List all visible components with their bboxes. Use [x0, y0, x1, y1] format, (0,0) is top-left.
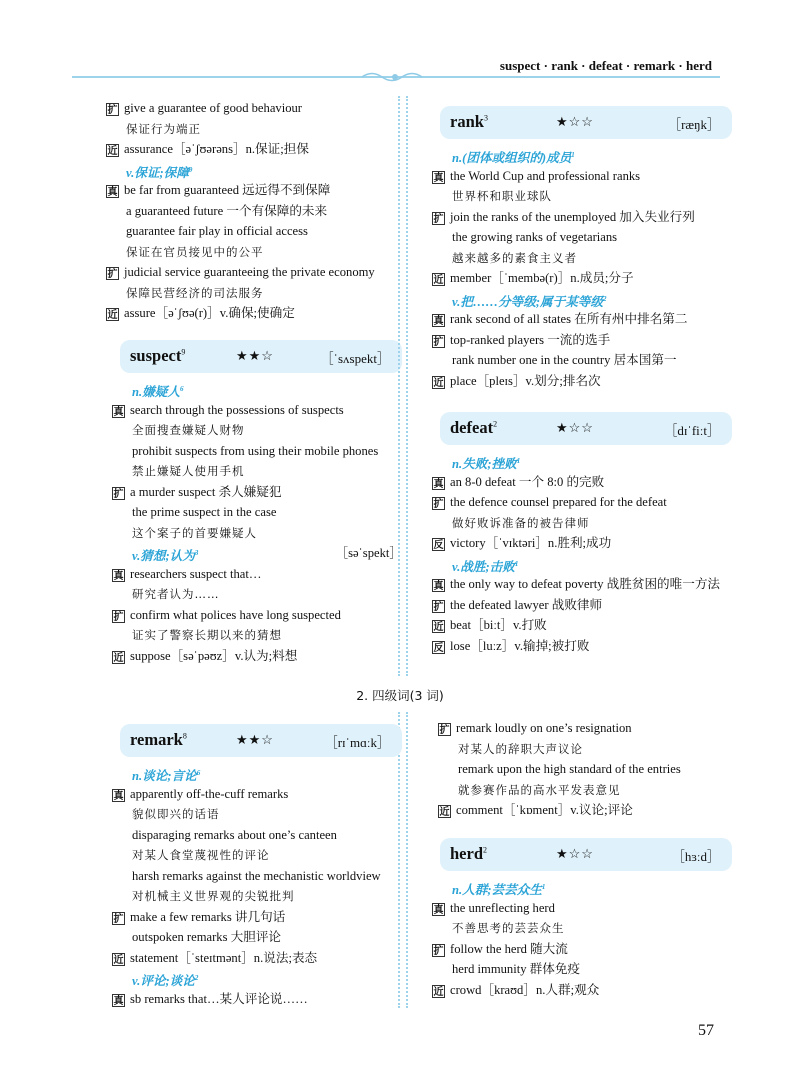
label-tag: 真	[433, 904, 444, 916]
translation-text: 越来越多的素食主义者	[452, 250, 577, 265]
headword	[130, 346, 185, 366]
label-tag: 近	[113, 954, 124, 966]
label-tag: 真	[113, 995, 124, 1007]
label-tag: 近	[439, 807, 450, 818]
label-tag: 扩	[433, 945, 444, 957]
example-line	[106, 201, 396, 222]
label-tag: 真	[433, 316, 444, 327]
example-line	[112, 461, 402, 482]
example-line	[432, 350, 732, 371]
sense-text: v.保证;保障	[126, 165, 189, 180]
translation-text: 证实了警察长期以来的猜想	[132, 628, 282, 642]
example-line	[438, 718, 738, 739]
headword-frequency: 2	[483, 845, 487, 855]
example-text: apparently off-the-cuff remarks	[130, 786, 289, 801]
example-text: crowd［kraʊd］n.人群;观众	[450, 982, 600, 997]
label-tag: 反	[433, 540, 444, 551]
example-text: the unreflecting herd	[450, 900, 555, 915]
sense-text: n.谈论;言论	[132, 769, 197, 784]
sense-frequency: 6	[179, 385, 184, 393]
label-tag: 近	[107, 146, 118, 157]
example-text: make a few remarks 讲几句话	[130, 909, 286, 924]
example-text: judicial service guaranteeing the private economy	[124, 265, 375, 279]
example-text: outspoken remarks 大胆评论	[132, 930, 282, 944]
label-tag: 反	[433, 642, 444, 654]
sense-frequency: 6	[196, 769, 201, 777]
headword-text: remark	[130, 730, 183, 749]
label-tag: 扩	[433, 601, 444, 613]
sense-frequency: 1	[516, 457, 521, 465]
example-text: a guaranteed future 一个有保障的未来	[126, 203, 328, 218]
example-line	[432, 513, 732, 534]
pronunciation: ［ˈsʌspekt］	[320, 351, 390, 366]
label-tag: 真	[433, 581, 444, 592]
translation-text: 保障民营经济的司法服务	[126, 285, 264, 300]
label-tag: 扩	[113, 611, 124, 623]
sense-pronunciation: ［səˈspekt］	[335, 546, 402, 560]
sense-text: n.失败;挫败	[452, 457, 517, 472]
sense-label	[112, 763, 402, 784]
headword-box	[440, 106, 732, 139]
example-text: the growing ranks of vegetarians	[452, 230, 618, 244]
example-text: statement［ˈsteɪtmənt］n.说法;表态	[130, 950, 318, 965]
entry-rank	[432, 96, 732, 391]
sense-frequency: 1	[541, 883, 546, 891]
sense-text: n.(团体或组织的)成员	[452, 151, 572, 166]
sense-frequency: 1	[514, 559, 519, 568]
example-text: comment［ˈkɒment］v.议论;评论	[456, 803, 633, 817]
example-line	[432, 939, 732, 960]
sense-text: v.猜想;认为	[132, 549, 195, 564]
example-line	[112, 825, 402, 846]
example-line	[432, 166, 732, 187]
example-text: an 8-0 defeat 一个 8:0 的完败	[450, 474, 605, 489]
label-tag: 近	[433, 377, 444, 389]
example-line	[432, 268, 732, 289]
example-text: sb remarks that…某人评论说……	[130, 991, 308, 1006]
example-text: the World Cup and professional ranks	[450, 168, 641, 183]
example-line	[112, 886, 402, 907]
headword-box	[120, 724, 402, 757]
example-text: victory［ˈvɪktəri］n.胜利;成功	[450, 536, 612, 550]
example-text: remark loudly on one’s resignation	[456, 721, 632, 735]
translation-text: 对某人食堂蔑视性的评论	[132, 848, 270, 862]
example-line	[112, 948, 402, 969]
entry-remark	[112, 714, 402, 1009]
example-text: top-ranked players 一流的选手	[450, 332, 611, 347]
headword-text: herd	[450, 844, 483, 863]
label-tag: 扩	[433, 336, 444, 348]
example-text: the prime suspect in the case	[132, 505, 277, 519]
label-tag: 扩	[433, 499, 444, 510]
example-line	[438, 739, 738, 760]
example-line	[112, 646, 402, 667]
sense-frequency: 2	[194, 974, 199, 982]
example-line	[106, 262, 396, 283]
running-title: suspect · rank · defeat · remark · herd	[499, 58, 712, 73]
example-text: the only way to defeat poverty 战胜贫困的唯一方法	[450, 577, 721, 591]
label-tag: 扩	[439, 725, 450, 736]
example-text: researchers suspect that…	[130, 566, 262, 581]
headword-box	[440, 838, 732, 871]
example-line	[432, 595, 732, 616]
example-line	[112, 564, 402, 585]
example-line	[432, 492, 732, 513]
example-line	[432, 330, 732, 351]
label-tag: 扩	[433, 213, 444, 225]
label-tag: 近	[433, 622, 444, 633]
example-text: place［pleɪs］v.划分;排名次	[450, 373, 601, 388]
example-text: follow the herd 随大流	[450, 941, 568, 956]
example-line	[432, 309, 732, 330]
example-text: the defeated lawyer 战败律师	[450, 597, 603, 612]
example-text: be far from guaranteed 远远得不到保障	[124, 183, 331, 197]
label-tag: 近	[433, 275, 444, 286]
headword-text: rank	[450, 112, 484, 131]
left-column-top	[106, 98, 396, 324]
example-line	[432, 959, 732, 980]
translation-text: 不善思考的芸芸众生	[452, 921, 565, 935]
example-text: harsh remarks against the mechanistic worldview	[132, 868, 381, 883]
translation-text: 保证行为端正	[126, 121, 201, 136]
example-line	[432, 248, 732, 269]
sense-frequency: 2	[603, 294, 607, 303]
example-text: prohibit suspects from using their mobile phones	[132, 443, 379, 458]
translation-text: 对机械主义世界观的尖锐批判	[132, 889, 295, 903]
ornament-icon	[360, 70, 430, 84]
label-tag: 扩	[113, 488, 124, 500]
sense-label	[432, 451, 732, 472]
section-title: 2. 四级词(3 词)	[356, 688, 444, 703]
example-line	[432, 371, 732, 392]
right-column-bottom	[438, 718, 738, 821]
example-line	[112, 845, 402, 866]
example-text: rank second of all states 在所有州中排名第二	[450, 312, 688, 326]
example-line	[432, 898, 732, 919]
example-text: assurance［əˈʃʊərəns］n.保证;担保	[124, 142, 309, 156]
example-line	[432, 636, 732, 657]
example-text: guarantee fair play in official access	[126, 224, 308, 238]
headword-box	[120, 340, 402, 373]
label-tag: 近	[107, 310, 118, 321]
example-line	[438, 759, 738, 780]
sense-frequency: 1	[571, 151, 575, 159]
headword	[450, 112, 488, 132]
sense-text: v.评论;谈论	[132, 974, 195, 989]
example-line	[106, 98, 396, 119]
star-rating-icon: ★★☆	[236, 732, 274, 747]
pronunciation: ［hɜːd］	[671, 849, 720, 864]
example-text: the defence counsel prepared for the defeat	[450, 495, 667, 509]
sense-text: n.人群;芸芸众生	[452, 883, 542, 898]
translation-text: 貌似即兴的话语	[132, 807, 220, 821]
example-text: search through the possessions of suspects	[130, 402, 344, 417]
example-line	[112, 989, 402, 1010]
example-text: rank number one in the country 居本国第一	[452, 353, 677, 367]
example-line	[432, 472, 732, 493]
headword-frequency: 8	[182, 731, 187, 741]
example-line	[106, 303, 396, 324]
example-line	[432, 615, 732, 636]
example-line	[106, 221, 396, 242]
label-tag: 近	[113, 652, 124, 664]
example-line	[112, 420, 402, 441]
example-line	[438, 800, 738, 821]
example-line	[438, 780, 738, 801]
example-text: confirm what polices have long suspected	[130, 607, 341, 622]
example-text: remark upon the high standard of the entries	[458, 762, 681, 776]
translation-text: 禁止嫌疑人使用手机	[132, 464, 245, 478]
star-rating-icon: ★★☆	[236, 348, 274, 363]
pronunciation: ［rɪˈmɑːk］	[324, 735, 390, 750]
entry-defeat	[432, 402, 732, 656]
example-line	[432, 186, 732, 207]
headword-frequency: 2	[493, 419, 498, 429]
sense-text: n.嫌疑人	[132, 385, 180, 400]
page-number: 57	[698, 1022, 714, 1039]
headword-frequency: 3	[483, 113, 488, 123]
label-tag: 真	[433, 478, 444, 490]
sense-label	[106, 160, 396, 181]
example-line	[106, 119, 396, 140]
example-line	[112, 400, 402, 421]
example-line	[106, 283, 396, 304]
label-tag: 扩	[107, 105, 118, 116]
example-line	[106, 242, 396, 263]
example-text: lose［luːz］v.输掉;被打败	[450, 638, 590, 653]
example-text: a murder suspect 杀人嫌疑犯	[130, 484, 282, 499]
label-tag: 近	[433, 986, 444, 998]
label-tag: 真	[113, 406, 124, 418]
headword	[450, 844, 487, 864]
sense-label	[432, 877, 732, 898]
label-tag: 扩	[113, 913, 124, 925]
label-tag: 真	[433, 172, 444, 184]
entry-suspect	[112, 330, 402, 666]
example-line	[106, 139, 396, 160]
example-line	[432, 533, 732, 554]
example-line	[432, 574, 732, 595]
example-line	[112, 523, 402, 544]
pronunciation: ［dɪˈfiːt］	[664, 423, 720, 438]
translation-text: 保证在官员接见中的公平	[126, 244, 264, 259]
headword-box	[440, 412, 732, 445]
translation-text: 做好败诉准备的被告律师	[452, 515, 590, 530]
label-tag: 扩	[107, 269, 118, 280]
pronunciation: ［ræŋk］	[668, 117, 720, 132]
label-tag: 真	[113, 790, 124, 802]
headword-text: defeat	[450, 418, 494, 437]
sense-text: v.把……分等级;属于某等级	[452, 294, 603, 309]
example-text: disparaging remarks about one’s canteen	[132, 827, 337, 842]
headword	[130, 730, 187, 750]
example-line	[432, 980, 732, 1001]
example-line	[112, 625, 402, 646]
sense-frequency: 3	[194, 549, 199, 557]
example-line	[112, 605, 402, 626]
example-line	[112, 441, 402, 462]
sense-label	[112, 968, 402, 989]
translation-text: 世界杯和职业球队	[452, 189, 552, 203]
example-line	[112, 907, 402, 928]
example-text: beat［biːt］v.打败	[450, 618, 547, 632]
label-tag: 真	[107, 187, 118, 198]
sense-frequency: 9	[188, 165, 193, 174]
example-line	[432, 227, 732, 248]
example-text: suppose［səˈpəʊz］v.认为;料想	[130, 648, 298, 663]
example-line	[112, 482, 402, 503]
translation-text: 对某人的辞职大声议论	[458, 741, 583, 756]
label-tag: 真	[113, 570, 124, 582]
column-divider-top	[398, 96, 408, 676]
headword-frequency: 9	[181, 347, 186, 357]
example-line	[432, 207, 732, 228]
sense-label	[112, 379, 402, 400]
entry-herd	[432, 828, 732, 1000]
sense-label	[432, 289, 732, 310]
example-line	[112, 584, 402, 605]
example-line	[106, 180, 396, 201]
example-text: herd immunity 群体免疫	[452, 962, 581, 976]
star-rating-icon: ★☆☆	[556, 420, 594, 435]
example-text: member［ˈmembə(r)］n.成员;分子	[450, 271, 634, 285]
translation-text: 全面搜查嫌疑人财物	[132, 423, 245, 437]
translation-text: 研究者认为……	[132, 587, 220, 601]
example-line	[112, 866, 402, 887]
translation-text: 就参赛作品的高水平发表意见	[458, 782, 621, 797]
headword-text: suspect	[130, 346, 182, 365]
star-rating-icon: ★☆☆	[556, 114, 594, 129]
translation-text: 这个案子的首要嫌疑人	[132, 525, 257, 540]
sense-label	[432, 145, 732, 166]
example-text: give a guarantee of good behaviour	[124, 101, 302, 115]
example-line	[432, 918, 732, 939]
star-rating-icon: ★☆☆	[556, 846, 594, 861]
example-line	[112, 804, 402, 825]
example-text: join the ranks of the unemployed 加入失业行列	[450, 209, 695, 224]
headword	[450, 418, 497, 438]
example-text: assure［əˈʃʊə(r)］v.确保;使确定	[124, 306, 295, 320]
example-line	[112, 927, 402, 948]
example-line	[112, 784, 402, 805]
sense-label	[112, 543, 402, 564]
sense-label	[432, 554, 732, 575]
sense-text: v.战胜;击败	[452, 559, 515, 574]
example-line	[112, 502, 402, 523]
